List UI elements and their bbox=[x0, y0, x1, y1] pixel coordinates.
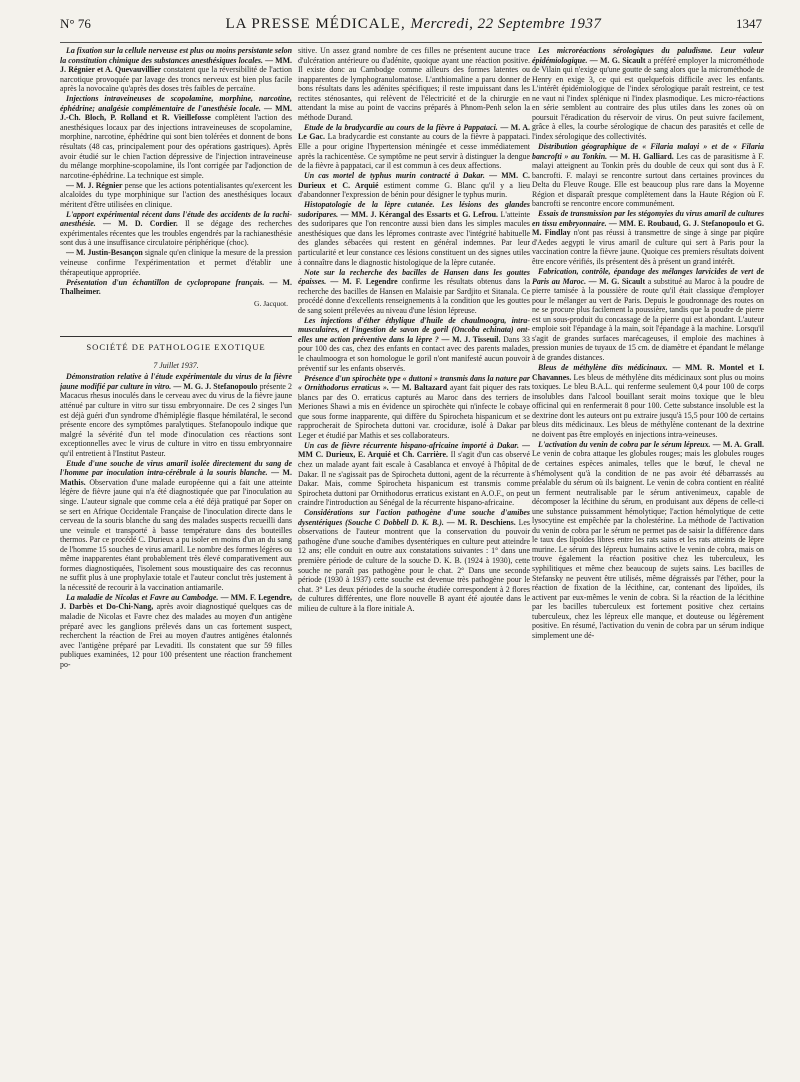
article-paragraph bbox=[298, 508, 530, 613]
article-paragraph bbox=[532, 142, 764, 209]
article-paragraph bbox=[60, 46, 292, 94]
article-text: constatent que la réversibilité de l'action narcotique provoquée par lavage des troncs nerveux est bien plus facile après la novocaïne qu'après des doses très faibles de percaïne. bbox=[60, 65, 292, 94]
article-authors: — M. H. Galliard. bbox=[609, 151, 674, 161]
page-number: 1347 bbox=[736, 16, 762, 31]
article-title: La maladie de Nicolas et Favre au Cambodge. bbox=[66, 592, 219, 602]
article-paragraph bbox=[298, 374, 530, 441]
article-title: Les microréactions sérologiques du paludisme. Leur valeur épidémiologique. bbox=[532, 46, 764, 65]
article-paragraph bbox=[60, 372, 292, 458]
article-title: Distribution géographique de « Filaria malayi » et de « Filaria bancrofti » au Tonkin. bbox=[532, 141, 764, 161]
article-text: estiment comme G. Blanc qu'il y a lieu d'abandonner l'expression de bénin pour désigner le typhus murin. bbox=[298, 180, 530, 200]
article-title: Présence d'un spirochète type « duttoni » transmis dans la nature par « Ornithodorus erraticus ». bbox=[298, 373, 530, 393]
article-authors: — M. Mathis. bbox=[60, 468, 292, 487]
article-text: L'atteinte des sudoripares que l'on rencontre aussi bien dans les simples macules anesthésiques que dans les lépromes contraste avec l'intégrité habituelle des glandes sébacées qui restent en général indemnes. Par leur particularité et leur constance ces lésions constituent un des signes utiles à connaître dans le diagnostic histologique de la lèpre cutanée. bbox=[298, 209, 530, 267]
journal-name: LA PRESSE MÉDICALE, bbox=[225, 16, 406, 32]
article-title: Etude d'une souche de virus amaril isolée directement du sang de l'homme par inoculation intra-cérébrale à la souris blanche. bbox=[60, 458, 292, 478]
article-text: après avoir diagnostiqué quelques cas de maladie de Nicolas et Favre chez des malades au moyen d'un antigène préparé avec les ganglions prélevés dans un cas fortement suspect, recherchent la réaction de Frei au moyen d'autres antigènes étalonnés avec l'antigène préparé par Levaditi. Ils constatent que sur 59 filles publiques examinées, 12 pour 100 présentent une réaction franchement po- bbox=[60, 602, 292, 669]
article-paragraph bbox=[60, 459, 292, 593]
article-paragraph bbox=[60, 248, 292, 277]
article-text: Les bleus de méthylène dits médicinaux sont plus ou moins toxiques. Le bleu B.A.L. qui renferme seulement 0,4 pour 100 de corps insolubles dans l'alcool bouillant serait moins toxique que le bleu officinal qui en renfermerait 8 pour 100. Cette substance insoluble est la dextrine dont les auteurs ont pu extraire jusqu'à 15,5 pour 100 de certains bleus dits médicinaux. Les bleus de méthylène contenant de la dextrine ne doivent pas être employés en injections intra-veineuses. bbox=[532, 372, 764, 439]
article-authors: — M. G. Sicault bbox=[589, 55, 646, 65]
article-authors: — M. J. Tisseuil. bbox=[441, 334, 501, 344]
page-header bbox=[60, 16, 762, 43]
article-authors: — MM. R. Montel et I. Chavannes. bbox=[532, 363, 764, 382]
article-text: pense que les actions potentialisantes qu'exercent les alcaloïdes du type morphinique sur l'action des anesthésiques locaux méritent d'être utilisées en clinique. bbox=[60, 180, 292, 209]
article-text: complètent l'action des anesthésiques locaux par des injections intraveineuses de scopolamine, morphine, narcotine, éphédrine qui sont bien tolérées et donnent de bons résultats (48 cas, principalement pour des opérations gastriques). Après avoir étudié sur le chien l'action dépressive de l'injection intraveineuse du mélange morphine-scopolamine, ils l'ont corrigée par l'adjonction de narcotine-éphédrine. La technique est simple. bbox=[60, 113, 292, 180]
article-paragraph bbox=[532, 363, 764, 439]
article-authors: — M. D. Cordier. bbox=[103, 219, 178, 229]
article-authors: — M. A. Le Gac. bbox=[298, 122, 530, 142]
article-authors: — MM. E. Roubaud, G. J. Stefanopoulo et G. M. Findlay bbox=[532, 218, 764, 238]
article-text: Le venin de cobra attaque les globules rouges; mais les globules rouges de certaines espèces animales, telles que le bœuf, le cheval ne s'hémolysent qu'à la condition de ne pas avoir été débarrassés au préalable du sérum où ils baignent. Le venin de cobra contient en réalité un ferment neutralisable par le sérum antivenimeux, capable de décomposer la lécithine du sérum, en produisant aux dépens de celle-ci une substance puissamment hémolytique; l'action hémolytique de cette lysocytine est empêchée par la cholestérine. La méthode de l'activation du venin de cobra par le sérum ne permet pas de saisir la différence dans le taux des lipoïdes libres entre les rats sains et les rats atteints de lèpre murine. Le sérum des lépreux humains active le venin de cobra, mais on trouve également la réaction positive chez les tuberculeux, les syphilitiques et même chez beaucoup de sujets sains. Les bacilles de Stefansky ne peuvent être utilisés, même dégraissés par l'éther, pour la réaction de fixation de la lécithine, car, contenant des lipoïdes, ils activent par eux-mêmes le venin de cobra. Si la réaction de la lécithine par les bacilles tuberculeux est fortement positive chez certains tuberculeux, chez les lépreux elle manque, et douteuse ou légèrement positive. En résumé, l'activation du venin de cobra par un sérum indique simplement une dé- bbox=[532, 449, 764, 640]
article-text: Dans 33 pour 100 des cas, chez des enfants en contact avec des parents malades, le chaulmoogra et son homologue le goril n'ont manifesté aucun pouvoir préventif sur les enfants observés. bbox=[298, 334, 530, 373]
article-text: n'ont pas réussi à transmettre de singe à singe par piqûre d'Aedes aegypti le virus amaril de culture qui sert à Paris pour la vaccination contre la fièvre jaune. Quoique ces premiers résultats doivent être encore vérifiés, ils présentent dès à présent un grand intérêt. bbox=[532, 228, 764, 267]
article-title: L'apport expérimental récent dans l'étude des accidents de la rachi-anesthésie. bbox=[60, 209, 292, 229]
article-paragraph bbox=[298, 171, 530, 200]
article-text: Il se dégage des recherches expérimentales récentes que les troubles engendrés par la rachianesthésie sont dus à une insuffisance circulatoire périphérique (choc). bbox=[60, 219, 292, 248]
article-title: Un cas mortel de typhus murin contracté à Dakar. bbox=[304, 171, 485, 181]
article-text: signale qu'en clinique la mesure de la pression veineuse confirme l'expérimentation et permet d'établir une thérapeutique appropriée. bbox=[60, 248, 292, 277]
article-paragraph bbox=[60, 210, 292, 248]
article-text: La bradycardie est constante au cours de la fièvre à pappataci. Elle a pour origine l'hypertension méningée et cesse immédiatement après la rachicentèse. Ce symptôme ne peut servir à distinguer la dengue de la fièvre à pappataci, car il est commun à ces deux affections. bbox=[298, 132, 530, 171]
society-heading: SOCIÉTÉ DE PATHOLOGIE EXOTIQUE bbox=[60, 336, 292, 353]
article-paragraph bbox=[532, 267, 764, 362]
article-paragraph bbox=[532, 440, 764, 640]
article-authors: — M. Thalheimer. bbox=[60, 277, 292, 297]
article-title: Fabrication, contrôle, épandage des mélanges larvicides de vert de Paris au Maroc. bbox=[532, 267, 764, 286]
article-paragraph bbox=[60, 593, 292, 669]
article-text: a substitué au Maroc à la poudre de pierre tamisée à la poussière de route qu'il était classique d'employer pour le mélanger au vert de Paris. Depuis le goudronnage des routes on ne se procure plus facilement la poussière, tandis que la poudre de pierre est un sous-produit du concassage de la pierre qui est abondant. L'auteur emploie soit l'épandage à la main, soit l'épandage à la machine. Lorsqu'il s'agit de grandes surfaces marécageuses, il emploie des machines à pression munies de tuyaux de 15 cm. de diamètre et épandant le mélange à de grandes distances. bbox=[532, 276, 764, 362]
article-text: présente 2 Macacus rhesus inoculés dans le cerveau avec du virus de la fièvre jaune atténué par culture in vitro sur tissu embryonnaire. De ces 2 singes l'un est déjà guéri d'un syndrome d'hémiplégie flasque hémilatéral, le second présente encore des symptômes paralytiques. Stefanopoulo indique que malgré la sévérité d'un tel mode d'inoculation ces réactions sont exceptionnelles avec le virus de culture in vitro en tissu embryonnaire qu'il entretient à l'Institut Pasteur. bbox=[60, 381, 292, 458]
article-paragraph bbox=[298, 268, 530, 316]
article-paragraph bbox=[532, 46, 764, 141]
article-title: Essais de transmission par les stégomyies du virus amaril de cultures en tissu embryonnaire. bbox=[532, 209, 764, 228]
article-text: ayant fait piquer des rats blancs par des O. erraticus capturés au Maroc dans des terriers de Meriones Shawi a mis en évidence un spirochète qui n'infecte le cobaye que sous forme inapparente, qui diffère du Spirocheta hispanicum et se rapprocherait de Spirocheta duttoni var. crociduræ, isolé à Dakar par Leger et étudié par Mathis et ses collaborateurs. bbox=[298, 383, 530, 440]
article-title: Présentation d'un échantillon de cyclopropane français. bbox=[66, 277, 265, 287]
article-paragraph bbox=[532, 209, 764, 266]
article-text: sitive. Un assez grand nombre de ces filles ne présentent aucune trace d'ulcération antérieure ou d'adénite, quoique ayant une réaction positive. Il existe donc au Cambodge comme ailleurs des formes latentes ou inapparentes de lymphogranulomatose. L'anthiomaline a paru donner de bons résultats dans les adénites spécifiques; il reste impuissant dans les rectites sténosantes, qui relèvent de l'électricité et de la chirurgie en attendant la mise au point de vaccins préparés à Phnom-Penh selon la méthode Durand. bbox=[298, 46, 530, 122]
article-authors: — M. F. Legendre bbox=[330, 277, 398, 287]
article-paragraph bbox=[298, 441, 530, 508]
article-title: L'activation du venin de cobra par le sérum lépreux. bbox=[538, 439, 711, 449]
column-3 bbox=[532, 46, 764, 1076]
article-paragraph bbox=[60, 278, 292, 297]
article-title: Considérations sur l'action pathogène d'une souche d'amibes dysentériques (Souche C Dobbell D. K. B.). bbox=[298, 508, 530, 527]
article-title: La fixation sur la cellule nerveuse est plus ou moins persistante selon la constitution chimique des substances anesthésiques locales. bbox=[60, 46, 292, 65]
article-text: Les observations de l'auteur montrent que la conservation du pouvoir pathogène d'une souche d'amibes dysentériques en culture peut atteindre 12 ans; elle conduit en outre aux constatations suivantes : 1° dans une première période de culture de la souche D. K. B. (1924 à 1930), cette souche ne paraît pas pathogène pour le chat. 2° Dans une seconde période (1930 à 1937) cette souche est devenue très pathogène pour le chat. 3° Les deux périodes de la souche étudiée correspondent à 2 flores de cultures différentes, une flore nouvelle B ayant été ajoutée dans le milieu de culture à la flore initiale A. bbox=[298, 517, 530, 613]
article-paragraph bbox=[298, 200, 530, 267]
society-date: 7 Juillet 1937. bbox=[153, 360, 199, 370]
article-authors: — M. Justin-Besançon bbox=[66, 248, 143, 258]
article-title: Les injections d'éther éthylique d'huile de chaulmoogra, intra-musculaires, et l'ingestion de savon de goril (Oncoba echinata) ont-elles une action préventive dans la lèpre ? bbox=[298, 315, 530, 344]
article-authors: — M. G. Sicault bbox=[588, 276, 646, 286]
article-text: confirme les résultats obtenus dans la recherche des bacilles de Hansen en Malaisie par Sardjito et Sitanala. Ce procédé donne d'excellents renseignements à la condition que les gouttes de sang soient prélevées au niveau d'une lésion lépreuse. bbox=[298, 277, 530, 315]
article-text: Observation d'une malade européenne qui a fait une atteinte légère de fièvre jaune qui n'a été diagnostiquée que par l'inoculation au singe. L'auteur signale que comme cela a été déjà pratiqué par Soper on se sert en Afrique Occidentale Française de l'inoculation directe dans le cerveau de la souris blanche du sang des malades suspects recueilli dans une veinule et transporté à basse température dans des bouteilles thermos. Par ce procédé C. Durieux a pu isoler en moins d'un an du sang de l'homme 15 souches de virus amaril. Le nombre des formes légères ou même inapparentes étant probablement très élevé comparativement aux formes diagnostiquées, l'isolement sous moustiquaire des cas reconnus ne suffit plus à une prophylaxie totale et l'auteur conclut très justement à la nécessité de recourir à la vaccination antiamarile. bbox=[60, 477, 292, 592]
report-signature: G. Jacquot. bbox=[254, 298, 288, 308]
journal-title-line bbox=[225, 16, 601, 33]
article-title: Un cas de fièvre récurrente hispano-africaine importé à Dakar. bbox=[304, 440, 519, 450]
article-authors: — MM. F. Legendre, J. Darbès et Do-Chi-Nang, bbox=[60, 592, 292, 612]
article-authors: — M. A. Grall. bbox=[712, 439, 764, 449]
article-paragraph bbox=[298, 316, 530, 373]
article-text: a préféré employer la microméthode de Vilain qui n'exige qu'une goutte de sang alors que la microméthode de Henry en exige 3, ce qui est quelquefois difficile avec les enfants. L'intérêt épidémiologique de l'index sérologique paraît restreint, ce test ne vaut ni l'index splénique ni l'index plasmodique. Les micro-réactions en série semblent au contraire des plus utiles dans les zones où on poursuit l'éradication du réservoir de virus. On peut suivre facilement, grâce à elles, la courbe sérologique de chacun des parasités et celle de l'index sérologique des collectivités. bbox=[532, 55, 764, 141]
article-text: Les cas de parasitisme à F. malayi atteignent au Tonkin près du double de ceux qui sont dus à F. bancrofti. F. malayi se rencontre surtout dans certaines provinces du Delta du Fleuve Rouge. Elle est beaucoup plus rare dans la Moyenne Région et disparaît presque complètement dans la Haute Région où F. bancrofti se rencontre encore communément. bbox=[532, 151, 764, 209]
article-authors: — MM C. Durieux, E. Arquié et Ch. Carrière. bbox=[298, 440, 530, 460]
article-title: Bleus de méthylène dits médicinaux. bbox=[538, 363, 668, 373]
article-text: Il s'agit d'un cas observé chez un malade ayant fait escale à Casablanca et envoyé à l'hôpital de Dakar. Il ne s'agissait pas de Spirocheta duttoni, agent de la récurrente à Dakar. Mais, comme Spirocheta hispanicum est transmis comme Spirocheta duttoni par Ornithodorus erraticus existant en A.O.F., on peut craindre l'introduction au Sénégal de la récurrente hispano-africaine. bbox=[298, 450, 530, 508]
article-title: Note sur la recherche des bacilles de Hansen dans les gouttes épaisses. bbox=[298, 267, 530, 287]
article-paragraph bbox=[298, 46, 530, 122]
article-authors: — M. R. Deschiens. bbox=[446, 517, 516, 527]
article-paragraph bbox=[298, 123, 530, 171]
column-1 bbox=[60, 46, 292, 1076]
article-title: Injections intraveineuses de scopolamine, morphine, narcotine, éphédrine; analgésie complémentaire de l'anesthésie locale. bbox=[60, 94, 292, 113]
article-authors: — M. J. Régnier bbox=[66, 180, 123, 190]
article-authors: — M. G. J. Stefanopoulo bbox=[173, 381, 258, 391]
article-title: Démonstration relative à l'étude expérimentale du virus de la fièvre jaune modifié par culture in vitro. bbox=[60, 372, 292, 391]
article-paragraph bbox=[60, 94, 292, 180]
article-authors: — MM. J. Kérangal des Essarts et G. Lefrou. bbox=[340, 209, 498, 219]
article-title: Etude de la bradycardie au cours de la fièvre à Pappataci. bbox=[304, 122, 498, 132]
article-title: Histopatologie de la lèpre cutanée. Les lésions des glandes sudoripares. bbox=[298, 200, 530, 219]
article-paragraph bbox=[60, 181, 292, 210]
issue-number: N° 76 bbox=[60, 16, 91, 31]
article-authors: — MM. J. Régnier et A. Quevauvillier bbox=[60, 55, 292, 75]
article-authors: — MM. C. Durieux et C. Arquié bbox=[298, 171, 530, 190]
issue-date: Mercredi, 22 Septembre 1937 bbox=[410, 16, 602, 32]
column-2 bbox=[298, 46, 530, 1076]
article-authors: — MM. J.-Ch. Bloch, P. Rolland et R. Vieillefosse bbox=[60, 103, 292, 123]
article-authors: — M. Baltazard bbox=[391, 383, 448, 393]
